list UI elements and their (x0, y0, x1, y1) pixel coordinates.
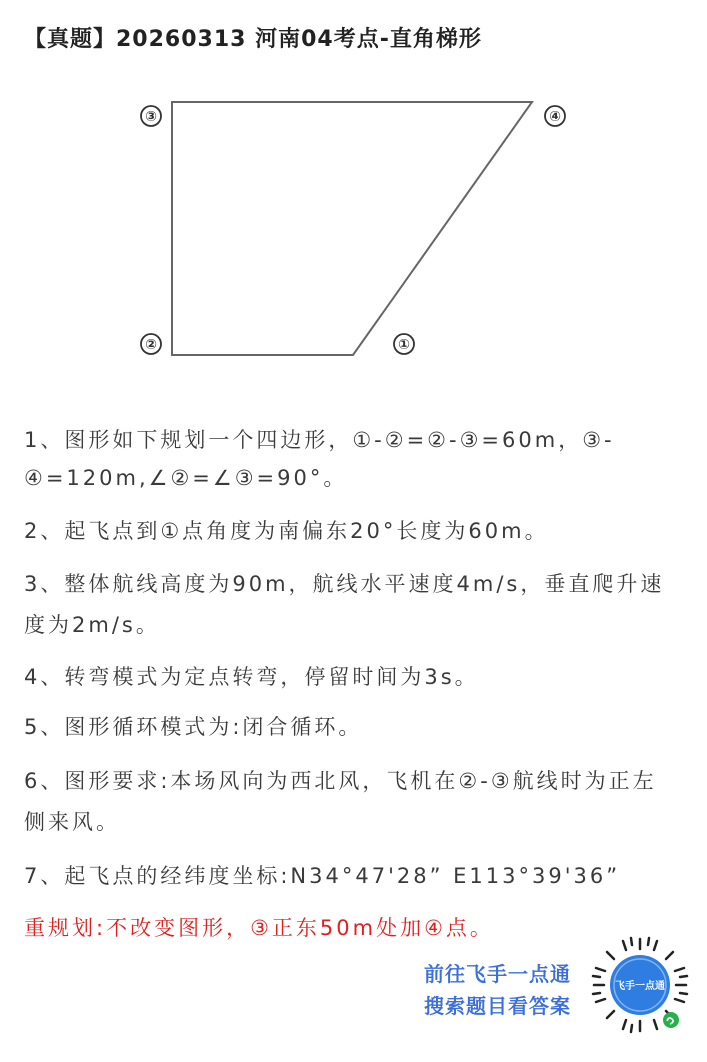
requirement-line-3-cont: 度为2m/s。 (24, 613, 160, 637)
trapezoid-shape (172, 102, 532, 355)
point-label-4: ④ (549, 109, 561, 125)
requirement-line-1-cont: ④=120m,∠②=∠③=90°。 (24, 466, 348, 490)
point-marker-4 (545, 106, 565, 126)
requirement-line-6-cont: 侧来风。 (24, 810, 120, 834)
trapezoid-diagram (0, 0, 707, 400)
point-label-2: ② (145, 337, 157, 353)
page-title: 【真题】20260313 河南04考点-直角梯形 (24, 27, 482, 52)
requirement-line-2: 2、起飞点到①点角度为南偏东20°长度为60m。 (24, 519, 549, 543)
qr-center-label: 飞手一点通 (615, 981, 665, 992)
requirement-line-1: 1、图形如下规划一个四边形，①-②=②-③=60m，③- (24, 428, 615, 452)
requirement-line-6: 6、图形要求:本场风向为西北风，飞机在②-③航线时为正左 (24, 769, 657, 793)
point-label-3: ③ (145, 109, 157, 125)
requirement-line-7: 7、起飞点的经纬度坐标:N34°47'28” E113°39'36” (24, 864, 621, 888)
point-label-1: ① (398, 337, 410, 353)
point-marker-2 (141, 334, 161, 354)
requirement-line-5: 5、图形循环模式为:闭合循环。 (24, 715, 363, 739)
replan-note: 重规划:不改变图形，③正东50m处加④点。 (24, 916, 494, 940)
point-marker-3 (141, 106, 161, 126)
requirement-line-4: 4、转弯模式为定点转弯，停留时间为3s。 (24, 665, 479, 689)
mini-program-icon (663, 1012, 679, 1028)
requirement-line-3: 3、整体航线高度为90m，航线水平速度4m/s，垂直爬升速 (24, 572, 665, 596)
qr-code[interactable] (590, 935, 690, 1035)
promo-line-2[interactable]: 搜索题目看答案 (424, 994, 571, 1018)
promo-line-1[interactable]: 前往飞手一点通 (424, 962, 571, 986)
point-marker-1 (394, 334, 414, 354)
